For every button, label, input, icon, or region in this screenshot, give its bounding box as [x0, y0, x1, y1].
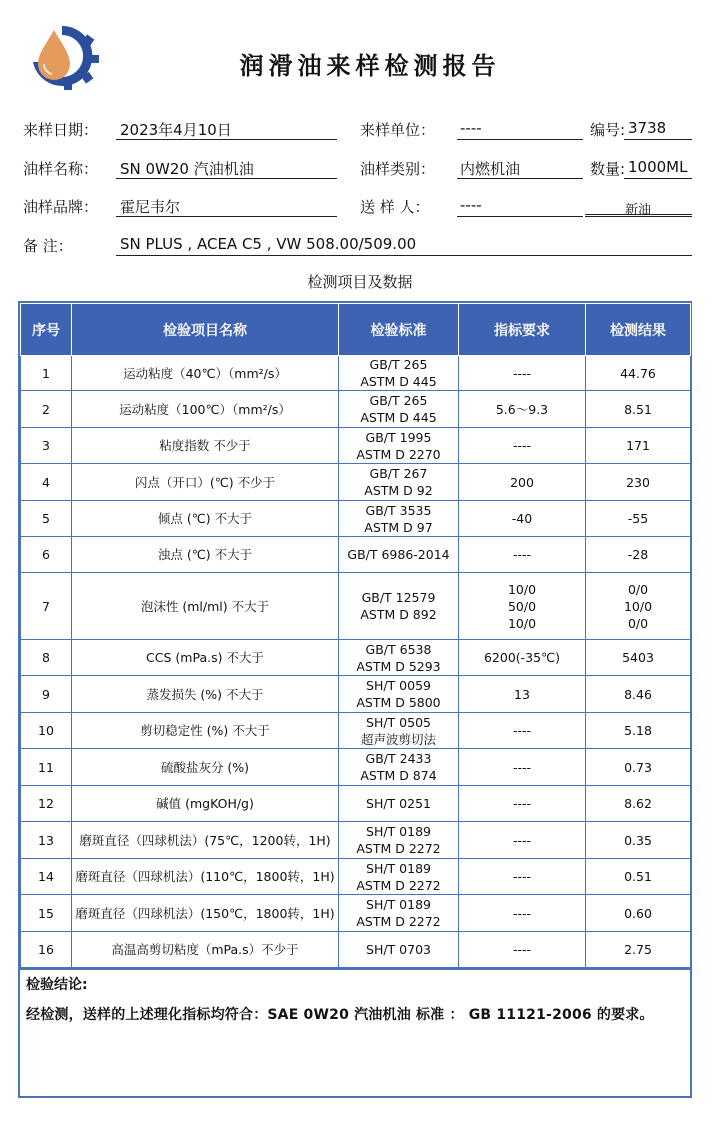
- cell-item: 浊点 (℃) 不大于: [72, 537, 339, 573]
- cell-item: 运动粘度（40℃）（mm²/s）: [72, 356, 339, 391]
- conclusion-title: 检验结论:: [26, 977, 88, 993]
- cell-result: [586, 749, 691, 786]
- oil-brand-value: 霍尼韦尔: [120, 198, 181, 216]
- cell-no: 15: [21, 895, 72, 932]
- cell-standard-line: GB/T 3535: [365, 502, 432, 518]
- table-row: [21, 464, 691, 501]
- cell-requirement-line: 200: [510, 474, 534, 490]
- cell-result: [586, 932, 691, 968]
- cell-requirement: [459, 537, 586, 573]
- cell-requirement-line: ----: [512, 723, 532, 738]
- section-title: 检测项目及数据: [307, 273, 413, 291]
- cell-result-line: -55: [627, 511, 649, 526]
- header-no: 序号: [21, 304, 72, 356]
- quantity-label: 数量:: [590, 160, 626, 178]
- cell-standard-line: ASTM D 2272: [356, 877, 441, 893]
- test-results-table: [18, 301, 692, 970]
- cell-item: 泡沫性 (ml/ml) 不大于: [72, 573, 339, 640]
- cell-no: 9: [21, 676, 72, 713]
- cell-standard-line: GB/T 1995: [365, 429, 432, 445]
- cell-requirement-line: ----: [512, 547, 532, 562]
- cell-requirement-line: ----: [512, 796, 532, 811]
- oil-status-underline: [585, 214, 692, 217]
- oil-type-value: 内燃机油: [460, 160, 521, 178]
- cell-requirement: [459, 895, 586, 932]
- cell-result-line: -28: [627, 547, 649, 562]
- oil-brand-label: 油样品牌：: [23, 198, 99, 216]
- cell-requirement-line: ----: [512, 869, 532, 884]
- cell-requirement: [459, 464, 586, 501]
- sample-date-label: 来样日期：: [23, 121, 99, 139]
- cell-item: 硫酸盐灰分 (%): [72, 749, 339, 786]
- cell-no: 12: [21, 786, 72, 822]
- cell-requirement: [459, 749, 586, 786]
- cell-result: [586, 676, 691, 713]
- cell-item: 高温高剪切粘度（mPa.s）不少于: [72, 932, 339, 968]
- cell-result-line: 0.35: [624, 832, 652, 848]
- cell-item: 闪点（开口）(℃) 不少于: [72, 464, 339, 501]
- cell-requirement-line: 10/0: [507, 615, 537, 631]
- serial-no-underline: [624, 139, 692, 140]
- cell-requirement-line: ----: [512, 832, 532, 848]
- cell-item: 磨斑直径（四球机法）(150℃，1800转，1H): [72, 895, 339, 932]
- oil-name-label: 油样名称：: [23, 160, 99, 178]
- cell-result: [586, 859, 691, 895]
- serial-no-label: 编号:: [590, 121, 626, 139]
- table-row: [21, 859, 691, 895]
- table-row: [21, 428, 691, 464]
- remark-underline: [116, 255, 692, 256]
- cell-standard-line: GB/T 6986-2014: [347, 547, 450, 562]
- cell-requirement-line: 5.6～9.3: [495, 401, 549, 417]
- cell-standard: [339, 537, 459, 573]
- cell-standard: [339, 895, 459, 932]
- cell-item: 磨斑直径（四球机法）(110℃，1800转，1H): [72, 859, 339, 895]
- cell-result: [586, 537, 691, 573]
- cell-result-line: 10/0: [623, 598, 653, 614]
- cell-standard: [339, 428, 459, 464]
- sample-date-underline: [116, 139, 337, 140]
- cell-item: 粘度指数 不少于: [72, 428, 339, 464]
- cell-item: 剪切稳定性 (%) 不大于: [72, 713, 339, 749]
- cell-item: 倾点 (℃) 不大于: [72, 501, 339, 537]
- cell-no: 14: [21, 859, 72, 895]
- cell-standard: [339, 786, 459, 822]
- cell-requirement: [459, 859, 586, 895]
- cell-requirement-line: 13: [514, 686, 530, 702]
- cell-standard: [339, 356, 459, 391]
- cell-standard-line: ASTM D 5800: [356, 695, 441, 710]
- cell-standard-line: ASTM D 5293: [356, 658, 441, 674]
- cell-standard-line: GB/T 12579: [361, 590, 436, 605]
- cell-item: 运动粘度（100℃）（mm²/s）: [72, 391, 339, 428]
- cell-requirement: [459, 573, 586, 640]
- cell-result: [586, 356, 691, 391]
- cell-standard-line: SH/T 0189: [366, 824, 431, 839]
- cell-item: CCS (mPa.s) 不大于: [72, 640, 339, 676]
- cell-item: 碱值 (mgKOH/g): [72, 786, 339, 822]
- cell-no: 7: [21, 573, 72, 640]
- cell-requirement: [459, 428, 586, 464]
- cell-standard-line: ASTM D 2272: [356, 914, 441, 929]
- cell-standard-line: GB/T 265: [369, 393, 428, 408]
- cell-no: 6: [21, 537, 72, 573]
- cell-no: 3: [21, 428, 72, 464]
- cell-standard-line: ASTM D 97: [364, 519, 433, 535]
- cell-requirement-line: 6200(-35℃): [483, 650, 561, 665]
- cell-result: [586, 895, 691, 932]
- cell-standard: [339, 859, 459, 895]
- cell-result: [586, 391, 691, 428]
- cell-standard-line: GB/T 6538: [365, 641, 432, 657]
- conclusion-box: [18, 966, 692, 1098]
- cell-standard-line: ASTM D 2272: [356, 841, 441, 856]
- serial-no-value: 3738: [628, 119, 667, 137]
- cell-requirement: [459, 822, 586, 859]
- cell-standard-line: GB/T 2433: [365, 751, 432, 766]
- conclusion-text: 经检测，送样的上述理化指标均符合：SAE 0W20 汽油机油 标准 ： GB 11121-2006 的要求。: [26, 1007, 654, 1023]
- cell-standard-line: ASTM D 874: [360, 768, 437, 783]
- cell-no: 13: [21, 822, 72, 859]
- cell-standard-line: GB/T 267: [369, 466, 428, 481]
- table-row: [21, 391, 691, 428]
- cell-requirement: [459, 932, 586, 968]
- sample-unit-value: ----: [460, 119, 482, 137]
- cell-result-line: 0.73: [624, 759, 652, 775]
- table-row: [21, 676, 691, 713]
- cell-no: 8: [21, 640, 72, 676]
- cell-result: [586, 640, 691, 676]
- remark-value: SN PLUS , ACEA C5 , VW 508.00/509.00: [120, 235, 417, 253]
- cell-result: [586, 428, 691, 464]
- cell-standard-line: ASTM D 892: [360, 607, 437, 622]
- table-row: [21, 640, 691, 676]
- table-row: [21, 932, 691, 968]
- table-row: [21, 356, 691, 391]
- cell-no: 11: [21, 749, 72, 786]
- oil-name-value: SN 0W20 汽油机油: [120, 160, 254, 178]
- cell-result: [586, 822, 691, 859]
- cell-requirement: [459, 356, 586, 391]
- sample-unit-label: 来样单位：: [360, 121, 436, 139]
- cell-standard: [339, 640, 459, 676]
- cell-requirement: [459, 501, 586, 537]
- cell-standard: [339, 749, 459, 786]
- cell-requirement-line: 10/0: [507, 581, 537, 597]
- cell-item: 蒸发损失 (%) 不大于: [72, 676, 339, 713]
- cell-requirement-line: ----: [512, 365, 532, 381]
- cell-result-line: 2.75: [624, 942, 652, 957]
- cell-standard-line: SH/T 0189: [366, 897, 431, 912]
- cell-result: [586, 464, 691, 501]
- table-row: [21, 537, 691, 573]
- cell-requirement: [459, 391, 586, 428]
- sample-unit-underline: [457, 139, 583, 140]
- cell-requirement-line: ----: [512, 942, 532, 957]
- cell-result-line: 0/0: [627, 615, 649, 631]
- cell-no: 2: [21, 391, 72, 428]
- cell-result-line: 8.62: [624, 796, 652, 811]
- cell-result-line: 171: [626, 438, 650, 453]
- cell-standard-line: ASTM D 92: [364, 483, 433, 498]
- cell-standard: [339, 932, 459, 968]
- cell-requirement-line: ----: [512, 438, 532, 453]
- report-title: 润滑油来样检测报告: [239, 51, 501, 80]
- sender-value: ----: [460, 196, 482, 214]
- cell-standard-line: 超声波剪切法: [360, 731, 436, 747]
- cell-result-line: 5.18: [624, 723, 652, 738]
- oil-brand-underline: [116, 216, 337, 217]
- header-standard: 检验标准: [339, 304, 459, 356]
- cell-item: 磨斑直径（四球机法）(75℃，1200转，1H): [72, 822, 339, 859]
- cell-result: [586, 786, 691, 822]
- cell-requirement: [459, 640, 586, 676]
- cell-no: 1: [21, 356, 72, 391]
- header-item: 检验项目名称: [72, 304, 339, 356]
- oil-type-underline: [457, 178, 583, 179]
- table-row: [21, 822, 691, 859]
- cell-result-line: 230: [626, 474, 650, 490]
- cell-standard: [339, 573, 459, 640]
- cell-standard-line: SH/T 0189: [366, 860, 431, 876]
- oil-type-label: 油样类别：: [360, 160, 436, 178]
- cell-no: 5: [21, 501, 72, 537]
- table-row: [21, 573, 691, 640]
- cell-standard-line: SH/T 0703: [366, 942, 431, 957]
- cell-no: 16: [21, 932, 72, 968]
- cell-standard: [339, 822, 459, 859]
- table-row: [21, 786, 691, 822]
- cell-standard-line: SH/T 0251: [366, 796, 431, 811]
- cell-result: [586, 573, 691, 640]
- cell-no: 4: [21, 464, 72, 501]
- cell-standard: [339, 501, 459, 537]
- cell-standard-line: ASTM D 445: [360, 374, 437, 389]
- cell-standard-line: SH/T 0059: [366, 678, 431, 693]
- table-row: [21, 501, 691, 537]
- cell-standard: [339, 464, 459, 501]
- cell-requirement-line: -40: [511, 511, 533, 526]
- header-result: 检测结果: [586, 304, 691, 356]
- quantity-value: 1000ML: [628, 158, 688, 176]
- header-requirement: 指标要求: [459, 304, 586, 356]
- oil-name-underline: [116, 178, 337, 179]
- cell-result-line: 8.51: [624, 401, 652, 417]
- cell-result-line: 0.60: [624, 905, 652, 921]
- cell-standard-line: SH/T 0505: [366, 714, 431, 730]
- quantity-underline: [624, 178, 692, 179]
- cell-standard-line: ASTM D 445: [360, 410, 437, 425]
- cell-standard: [339, 391, 459, 428]
- table-row: [21, 895, 691, 932]
- cell-result-line: 0.51: [624, 869, 652, 884]
- cell-standard-line: ASTM D 2270: [356, 446, 441, 462]
- cell-requirement: [459, 786, 586, 822]
- table-header-row: [21, 304, 691, 356]
- remark-label: 备 注：: [23, 237, 73, 255]
- cell-no: 10: [21, 713, 72, 749]
- cell-requirement-line: 50/0: [507, 598, 537, 614]
- cell-requirement: [459, 676, 586, 713]
- cell-requirement-line: ----: [512, 759, 532, 775]
- table-row: [21, 749, 691, 786]
- cell-standard: [339, 713, 459, 749]
- cell-requirement-line: ----: [512, 905, 532, 921]
- sample-date-value: 2023年4月10日: [120, 121, 232, 139]
- table-row: [21, 713, 691, 749]
- oil-status-value: 新油: [625, 203, 652, 218]
- sender-label: 送 样 人：: [360, 198, 430, 216]
- cell-result-line: 0/0: [627, 581, 649, 597]
- sender-underline: [457, 216, 583, 217]
- cell-standard-line: GB/T 265: [369, 357, 428, 372]
- cell-result: [586, 713, 691, 749]
- cell-result: [586, 501, 691, 537]
- cell-standard: [339, 676, 459, 713]
- cell-result-line: 8.46: [624, 686, 652, 702]
- cell-result-line: 44.76: [620, 365, 656, 381]
- cell-result-line: 5403: [622, 650, 654, 665]
- cell-requirement: [459, 713, 586, 749]
